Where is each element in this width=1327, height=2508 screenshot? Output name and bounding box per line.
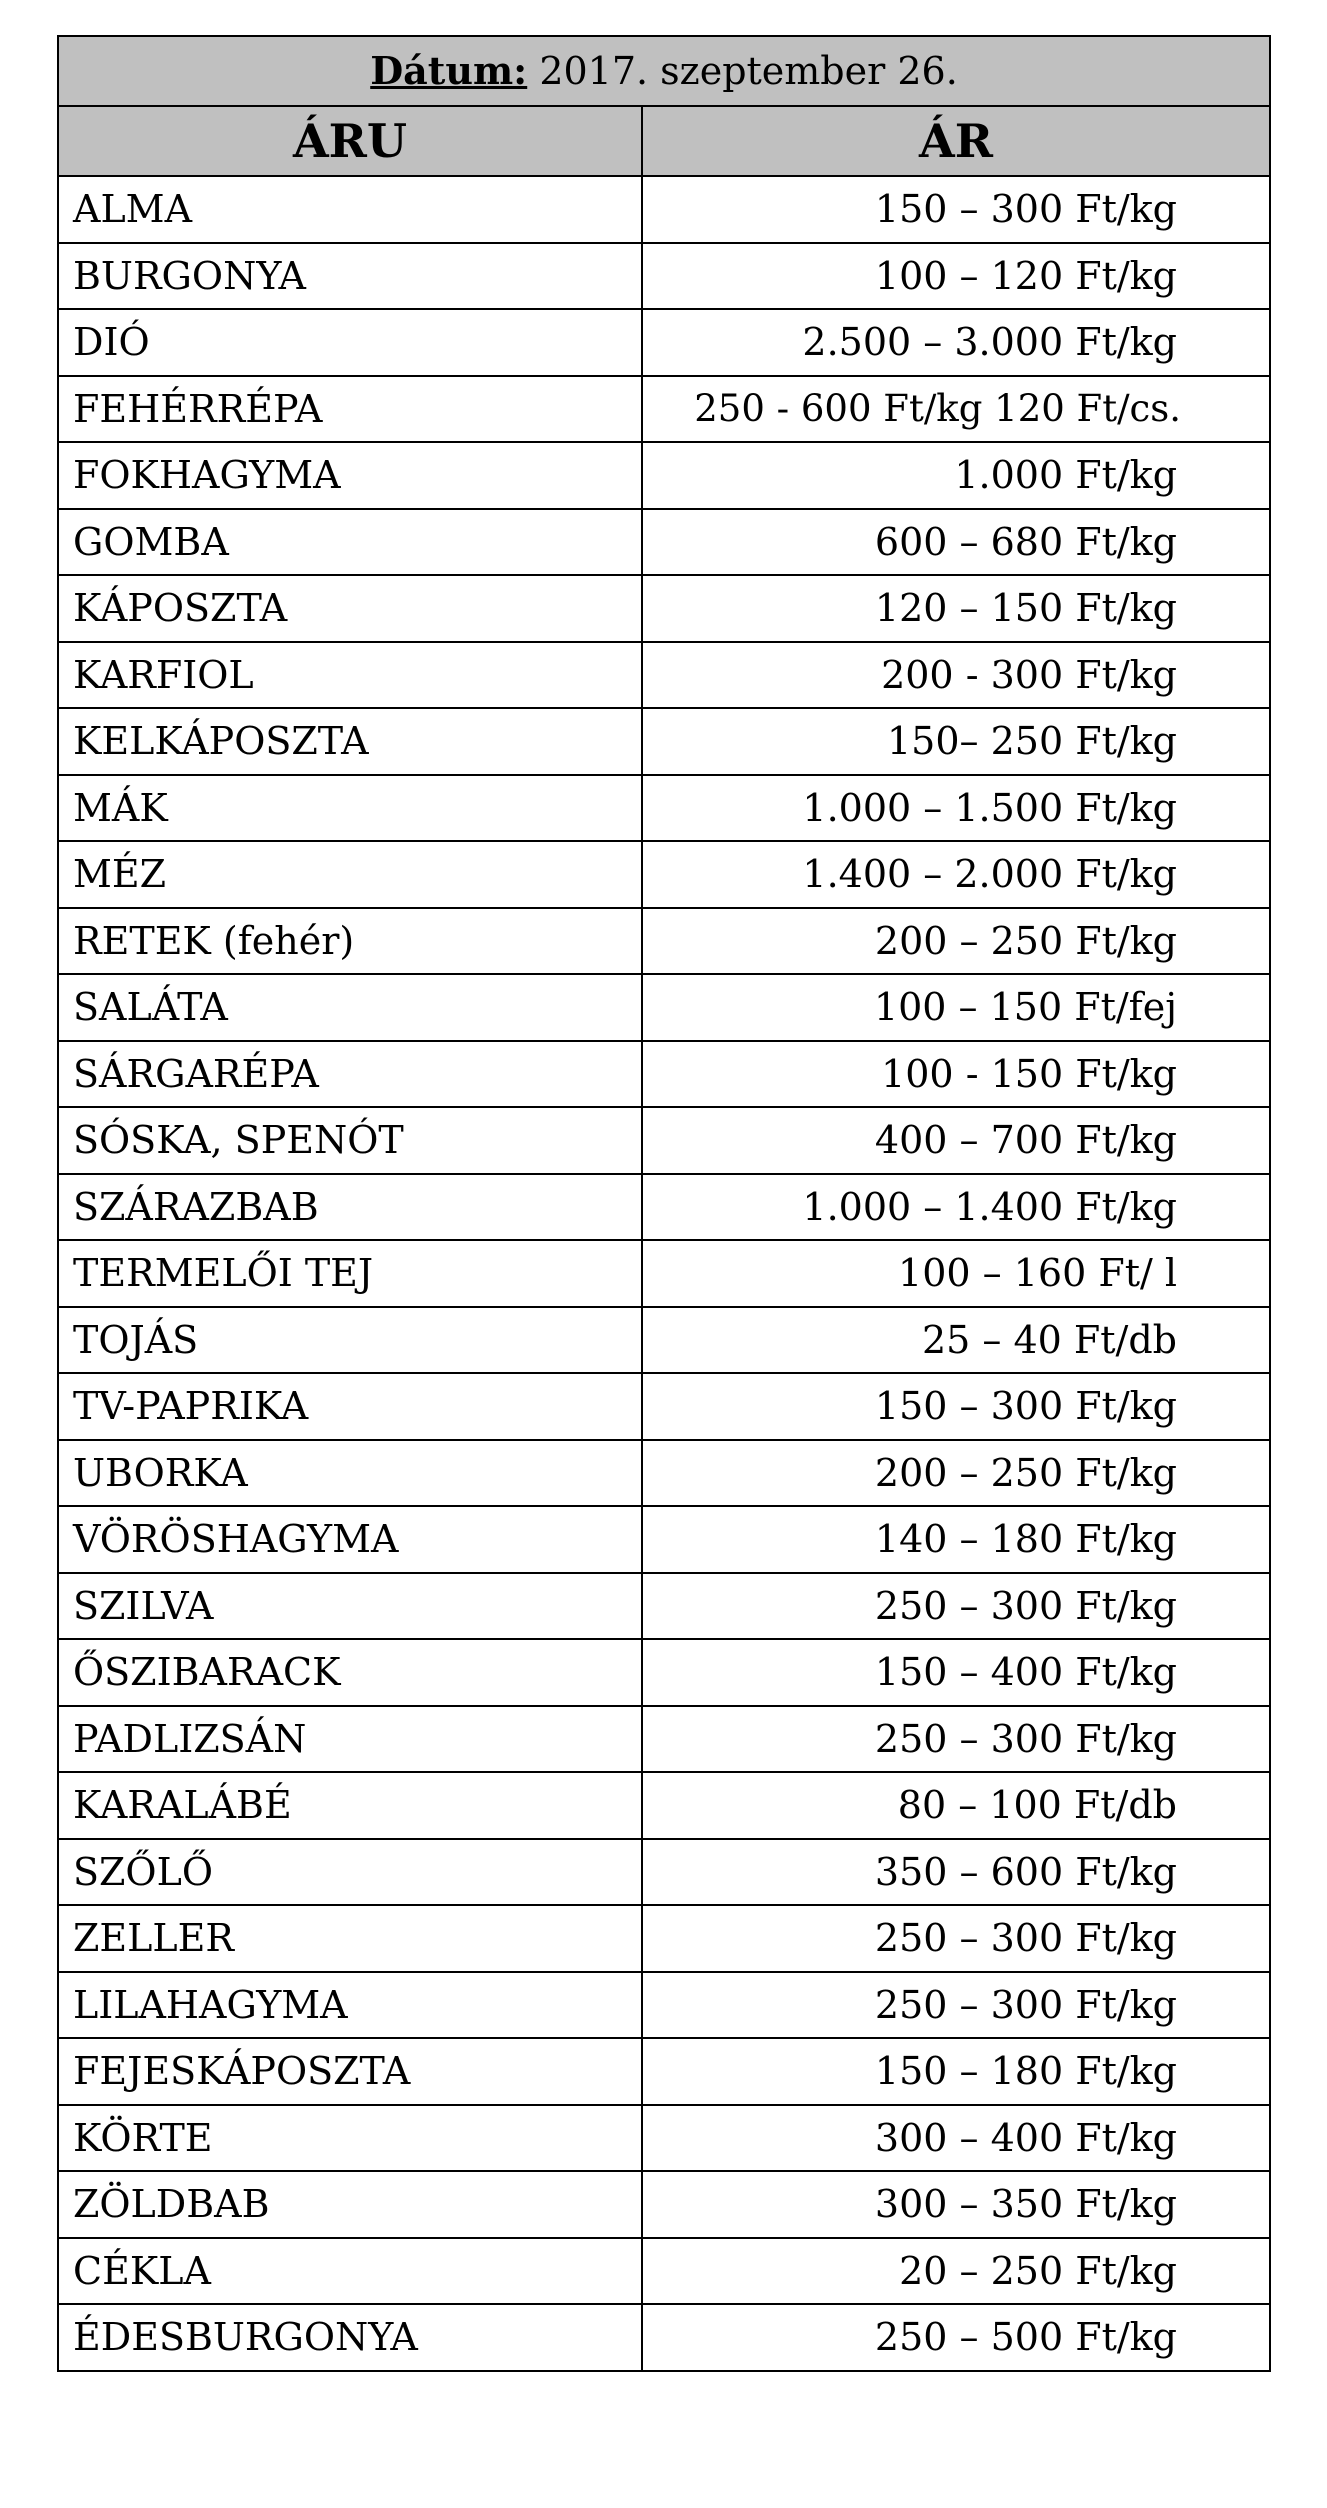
item-price-cell: 20 – 250 Ft/kg — [642, 2238, 1270, 2305]
item-name-cell: SÓSKA, SPENÓT — [58, 1107, 642, 1174]
header-row — [58, 106, 1270, 176]
item-name-cell: KÖRTE — [58, 2105, 642, 2172]
table-row — [58, 1839, 1270, 1906]
item-price-cell: 140 – 180 Ft/kg — [642, 1506, 1270, 1573]
item-name-cell: ZÖLDBAB — [58, 2171, 642, 2238]
item-name-cell: CÉKLA — [58, 2238, 642, 2305]
table-row — [58, 642, 1270, 709]
table-row — [58, 575, 1270, 642]
item-price-cell: 150 – 180 Ft/kg — [642, 2038, 1270, 2105]
item-name-cell: FEHÉRRÉPA — [58, 376, 642, 443]
item-price-cell: 1.400 – 2.000 Ft/kg — [642, 841, 1270, 908]
table-row — [58, 376, 1270, 443]
table-row — [58, 1972, 1270, 2039]
item-name-cell: UBORKA — [58, 1440, 642, 1507]
item-name-cell: LILAHAGYMA — [58, 1972, 642, 2039]
item-price-cell: 150 – 400 Ft/kg — [642, 1639, 1270, 1706]
price-list-table — [57, 35, 1271, 2372]
table-row — [58, 974, 1270, 1041]
item-name-cell: SALÁTA — [58, 974, 642, 1041]
item-price-cell: 250 – 500 Ft/kg — [642, 2304, 1270, 2371]
item-price-cell: 1.000 – 1.400 Ft/kg — [642, 1174, 1270, 1241]
table-row — [58, 1240, 1270, 1307]
item-price-cell: 150 – 300 Ft/kg — [642, 176, 1270, 243]
item-name-cell: DIÓ — [58, 309, 642, 376]
item-price-cell: 200 - 300 Ft/kg — [642, 642, 1270, 709]
item-price-cell: 250 – 300 Ft/kg — [642, 1706, 1270, 1773]
item-price-cell: 250 – 300 Ft/kg — [642, 1905, 1270, 1972]
item-name-cell: TOJÁS — [58, 1307, 642, 1374]
item-price-cell: 200 – 250 Ft/kg — [642, 1440, 1270, 1507]
table-row — [58, 1573, 1270, 1640]
item-price-cell: 120 – 150 Ft/kg — [642, 575, 1270, 642]
item-price-cell: 200 – 250 Ft/kg — [642, 908, 1270, 975]
item-name-cell: KARFIOL — [58, 642, 642, 709]
item-price-cell: 300 – 400 Ft/kg — [642, 2105, 1270, 2172]
date-label: Dátum: — [370, 48, 528, 93]
table-row — [58, 2238, 1270, 2305]
table-row — [58, 2171, 1270, 2238]
item-name-cell: FOKHAGYMA — [58, 442, 642, 509]
item-name-cell: BURGONYA — [58, 243, 642, 310]
date-value: 2017. szeptember 26. — [539, 49, 958, 93]
table-row — [58, 442, 1270, 509]
table-row — [58, 1905, 1270, 1972]
column-header-item: ÁRU — [58, 106, 642, 176]
table-row — [58, 309, 1270, 376]
item-name-cell: VÖRÖSHAGYMA — [58, 1506, 642, 1573]
table-row — [58, 2304, 1270, 2371]
item-price-cell: 100 – 150 Ft/fej — [642, 974, 1270, 1041]
table-row — [58, 1506, 1270, 1573]
item-price-cell: 2.500 – 3.000 Ft/kg — [642, 309, 1270, 376]
table-row — [58, 176, 1270, 243]
table-row — [58, 775, 1270, 842]
item-name-cell: ÉDESBURGONYA — [58, 2304, 642, 2371]
item-price-cell: 300 – 350 Ft/kg — [642, 2171, 1270, 2238]
item-name-cell: FEJESKÁPOSZTA — [58, 2038, 642, 2105]
item-name-cell: SZILVA — [58, 1573, 642, 1640]
table-row — [58, 2038, 1270, 2105]
item-name-cell: ŐSZIBARACK — [58, 1639, 642, 1706]
table-row — [58, 243, 1270, 310]
item-name-cell: ALMA — [58, 176, 642, 243]
table-row — [58, 908, 1270, 975]
table-row — [58, 708, 1270, 775]
date-cell — [58, 36, 1270, 106]
item-price-cell: 80 – 100 Ft/db — [642, 1772, 1270, 1839]
table-row — [58, 1307, 1270, 1374]
item-price-cell: 25 – 40 Ft/db — [642, 1307, 1270, 1374]
column-header-price: ÁR — [642, 106, 1270, 176]
item-name-cell: GOMBA — [58, 509, 642, 576]
item-price-cell: 100 – 160 Ft/ l — [642, 1240, 1270, 1307]
item-name-cell: SÁRGARÉPA — [58, 1041, 642, 1108]
item-price-cell: 400 – 700 Ft/kg — [642, 1107, 1270, 1174]
item-name-cell: KÁPOSZTA — [58, 575, 642, 642]
item-name-cell: RETEK (fehér) — [58, 908, 642, 975]
table-row — [58, 1041, 1270, 1108]
item-name-cell: ZELLER — [58, 1905, 642, 1972]
item-price-cell: 250 - 600 Ft/kg 120 Ft/cs. — [642, 376, 1270, 443]
table-row — [58, 1639, 1270, 1706]
item-name-cell: TERMELŐI TEJ — [58, 1240, 642, 1307]
item-price-cell: 250 – 300 Ft/kg — [642, 1972, 1270, 2039]
table-row — [58, 1440, 1270, 1507]
table-row — [58, 509, 1270, 576]
item-name-cell: KELKÁPOSZTA — [58, 708, 642, 775]
table-row — [58, 841, 1270, 908]
item-price-cell: 150 – 300 Ft/kg — [642, 1373, 1270, 1440]
item-name-cell: PADLIZSÁN — [58, 1706, 642, 1773]
item-name-cell: MÉZ — [58, 841, 642, 908]
item-name-cell: SZŐLŐ — [58, 1839, 642, 1906]
table-row — [58, 1107, 1270, 1174]
table-row — [58, 1373, 1270, 1440]
item-price-cell: 100 - 150 Ft/kg — [642, 1041, 1270, 1108]
item-price-cell: 250 – 300 Ft/kg — [642, 1573, 1270, 1640]
item-price-cell: 350 – 600 Ft/kg — [642, 1839, 1270, 1906]
item-name-cell: TV-PAPRIKA — [58, 1373, 642, 1440]
item-price-cell: 150– 250 Ft/kg — [642, 708, 1270, 775]
table-row — [58, 1772, 1270, 1839]
table-row — [58, 1174, 1270, 1241]
item-name-cell: KARALÁBÉ — [58, 1772, 642, 1839]
table-row — [58, 2105, 1270, 2172]
item-price-cell: 600 – 680 Ft/kg — [642, 509, 1270, 576]
item-price-cell: 1.000 – 1.500 Ft/kg — [642, 775, 1270, 842]
item-price-cell: 1.000 Ft/kg — [642, 442, 1270, 509]
item-name-cell: MÁK — [58, 775, 642, 842]
item-price-cell: 100 – 120 Ft/kg — [642, 243, 1270, 310]
item-name-cell: SZÁRAZBAB — [58, 1174, 642, 1241]
table-row — [58, 1706, 1270, 1773]
date-row — [58, 36, 1270, 106]
